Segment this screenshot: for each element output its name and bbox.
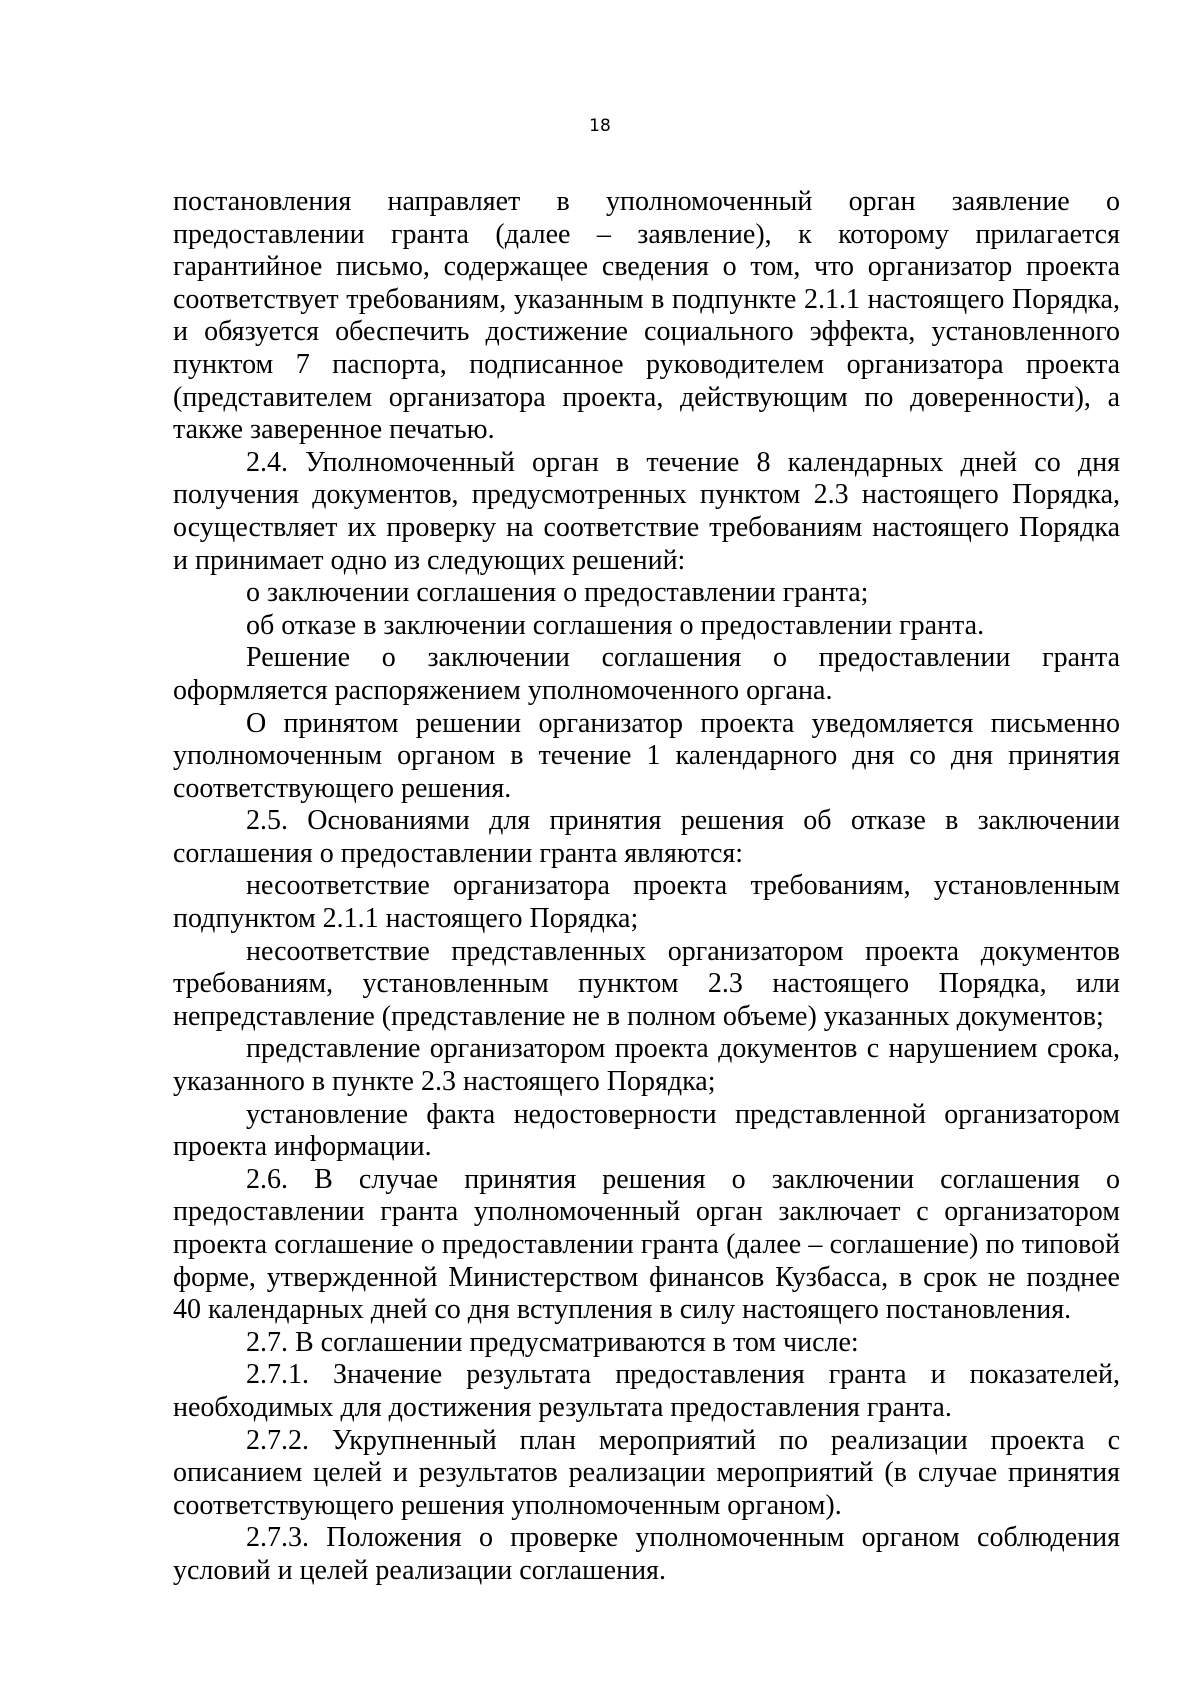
paragraph-notification: О принятом решении организатор проекта уведомляется письменно уполномоченным органом в течение 1 календарного дня со дня принятия соответствующего решения. bbox=[173, 707, 1120, 804]
paragraph-2-6: 2.6. В случае принятия решения о заключении соглашения о предоставлении гранта уполномоченный орган заключает с организатором проекта соглашение о предоставлении гранта (далее – соглашение) по типовой форме, утвержденной Министерством финансов Кузбасса, в срок не позднее 40 календарных дней со дня вступления в силу настоящего постановления. bbox=[173, 1163, 1120, 1326]
paragraph-refusal-ground-1: несоответствие организатора проекта требованиям, установленным подпунктом 2.1.1 настоящего Порядка; bbox=[173, 870, 1120, 935]
paragraph-decision-refuse: об отказе в заключении соглашения о предоставлении гранта. bbox=[246, 609, 985, 641]
document-body bbox=[173, 186, 1120, 1588]
paragraph-2-5: 2.5. Основаниями для принятия решения об отказе в заключении соглашения о предоставлении гранта являются: bbox=[173, 805, 1120, 869]
paragraph-2-7: 2.7. В соглашении предусматриваются в том числе: bbox=[246, 1326, 859, 1358]
paragraph-2-7-2: 2.7.2. Укрупненный план мероприятий по реализации проекта с описанием целей и результатов реализации мероприятий (в случае принятия соответствующего решения уполномоченным органом). bbox=[173, 1424, 1120, 1521]
paragraph-refusal-ground-3: представление организатором проекта документов с нарушением срока, указанного в пункте 2.3 настоящего Порядка; bbox=[173, 1033, 1120, 1098]
paragraph-decision-conclude: о заключении соглашения о предоставлении гранта; bbox=[246, 577, 869, 609]
paragraph-decision-formalized: Решение о заключении соглашения о предоставлении гранта оформляется распоряжением уполномоченного органа. bbox=[173, 642, 1120, 706]
paragraph-2-4: 2.4. Уполномоченный орган в течение 8 календарных дней со дня получения документов, предусмотренных пунктом 2.3 настоящего Порядка, осуществляет их проверку на соответствие требованиям настоящего Порядка и принимает одно из следующих решений: bbox=[173, 446, 1120, 576]
paragraph-refusal-ground-4: установление факта недостоверности представленной организатором проекта информации. bbox=[173, 1098, 1120, 1163]
paragraph-2-7-1: 2.7.1. Значение результата предоставления гранта и показателей, необходимых для достижения результата предоставления гранта. bbox=[173, 1359, 1120, 1423]
paragraph-2-7-3: 2.7.3. Положения о проверке уполномоченным органом соблюдения условий и целей реализации соглашения. bbox=[173, 1522, 1120, 1586]
page-number: 18 bbox=[589, 116, 611, 136]
paragraph-continuation: постановления направляет в уполномоченный орган заявление о предоставлении гранта (далее – заявление), к которому прилагается гарантийное письмо, содержащее сведения о том, что организатор проекта соответствует требованиям, указанным в подпункте 2.1.1 настоящего Порядка, и обязуется обеспечить достижение социального эффекта, установленного пунктом 7 паспорта, подписанное руководителем организатора проекта (представителем организатора проекта, действующим по доверенности), а также заверенное печатью. bbox=[173, 186, 1120, 446]
paragraph-refusal-ground-2: несоответствие представленных организатором проекта документов требованиям, установленным пунктом 2.3 настоящего Порядка, или непредставление (представление не в полном объеме) указанных документов; bbox=[173, 935, 1120, 1032]
